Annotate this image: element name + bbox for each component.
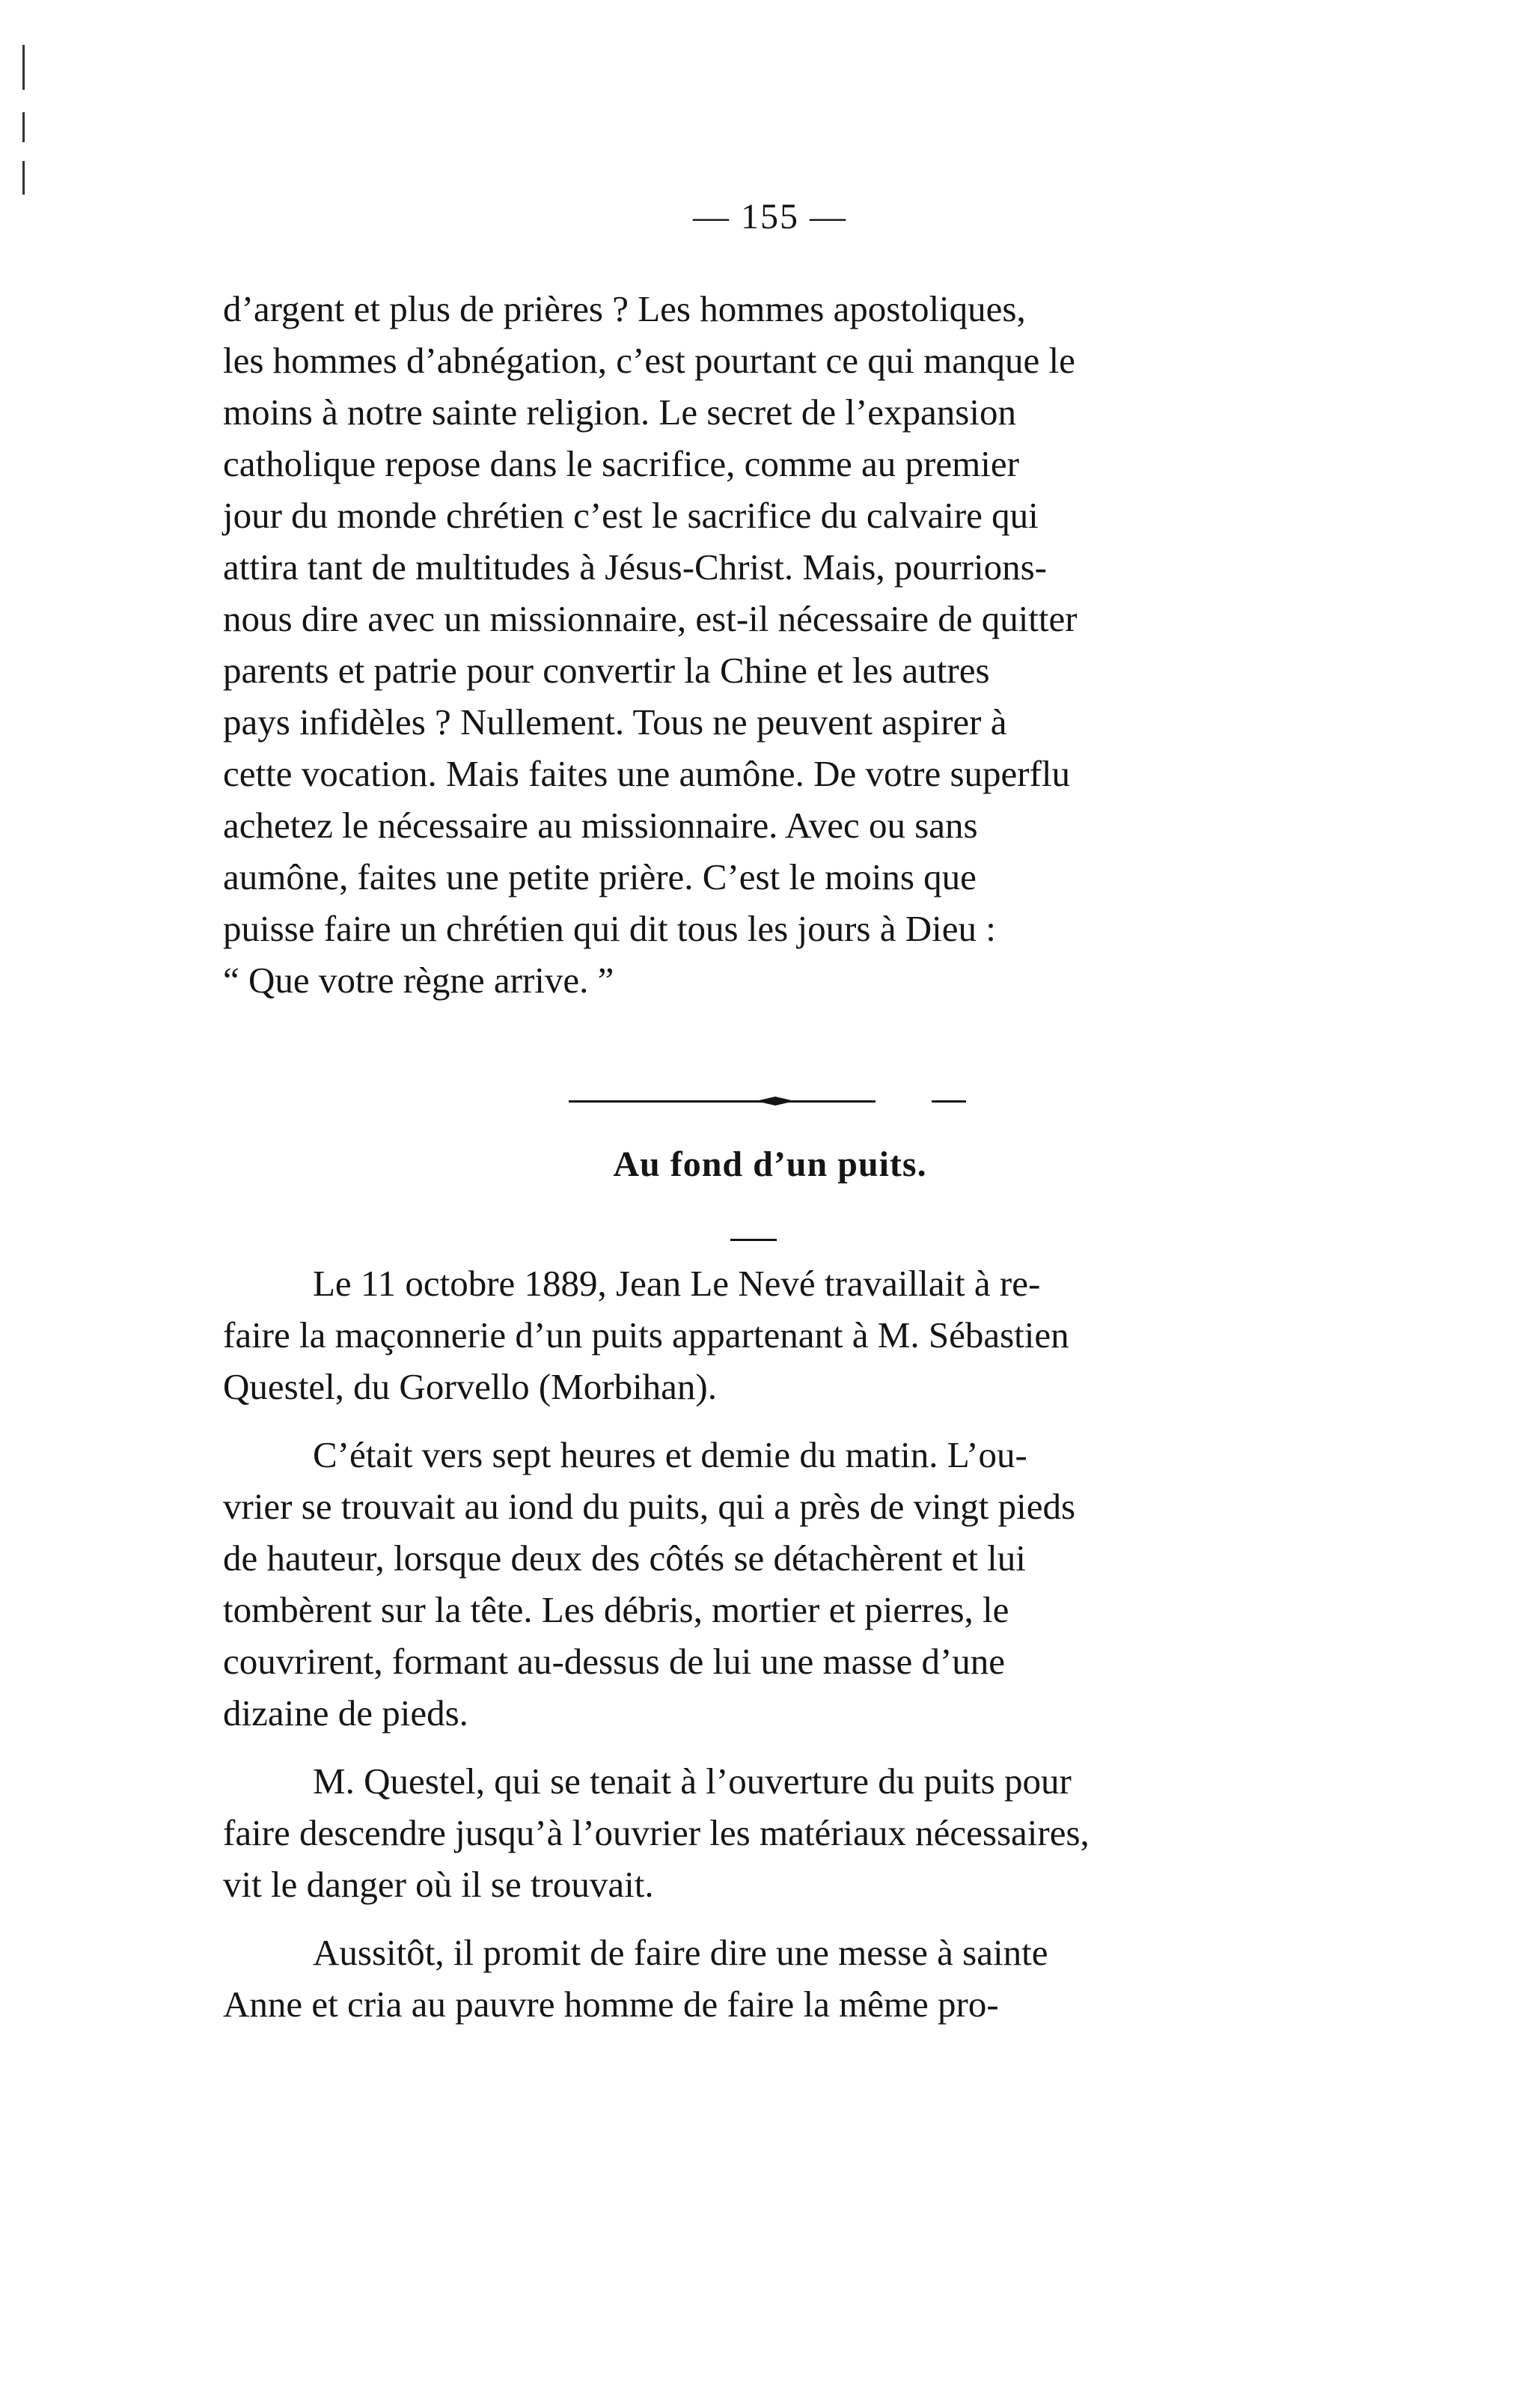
- ornament-diamond-icon: [756, 1097, 795, 1106]
- text-line: de hauteur, lorsque deux des côtés se détachèrent et lui: [223, 1537, 1026, 1579]
- paragraph: [223, 1755, 1304, 1910]
- ornament-rule-short: [932, 1100, 966, 1103]
- top-paragraph: [223, 283, 1304, 1006]
- text-line: moins à notre sainte religion. Le secret de l’expansion: [223, 391, 1016, 433]
- text-line: tombèrent sur la tête. Les débris, mortier et pierres, le: [223, 1589, 1009, 1630]
- paragraph: [223, 1257, 1304, 1412]
- text-line: les hommes d’abnégation, c’est pourtant ce qui manque le: [223, 340, 1075, 381]
- paragraph: [223, 1927, 1304, 2030]
- text-line: Questel, du Gorvello (Morbihan).: [223, 1366, 717, 1407]
- text-line: dizaine de pieds.: [223, 1692, 468, 1734]
- section-title: Au fond d’un puits.: [613, 1144, 927, 1184]
- text-line: parents et patrie pour convertir la Chine et les autres: [223, 650, 990, 691]
- text-line: catholique repose dans le sacrifice, comme au premier: [223, 443, 1019, 484]
- text-line: jour du monde chrétien c’est le sacrifice du calvaire qui: [223, 495, 1039, 536]
- title-rule: [730, 1239, 777, 1241]
- text-line: vrier se trouvait au iond du puits, qui a près de vingt pieds: [223, 1486, 1076, 1527]
- text-line: cette vocation. Mais faites une aumône. De votre superflu: [223, 753, 1071, 794]
- text-line: C’était vers sept heures et demie du matin. L’ou-: [313, 1434, 1027, 1475]
- text-line: faire descendre jusqu’à l’ouvrier les matériaux nécessaires,: [223, 1812, 1090, 1853]
- text-line: faire la maçonnerie d’un puits appartenant à M. Sébastien: [223, 1314, 1069, 1356]
- text-line: aumône, faites une petite prière. C’est le moins que: [223, 856, 977, 897]
- text-line: puisse faire un chrétien qui dit tous les jours à Dieu :: [223, 908, 996, 949]
- text-line: achetez le nécessaire au missionnaire. Avec ou sans: [223, 805, 978, 846]
- text-line: nous dire avec un missionnaire, est-il nécessaire de quitter: [223, 598, 1078, 639]
- text-line: attira tant de multitudes à Jésus-Christ. Mais, pourrions-: [223, 546, 1047, 588]
- text-line: Anne et cria au pauvre homme de faire la même pro-: [223, 1984, 999, 2025]
- ornament-rule-long: [569, 1100, 876, 1103]
- text-line: vit le danger où il se trouvait.: [223, 1864, 654, 1905]
- text-line: “ Que votre règne arrive. ”: [223, 960, 614, 1001]
- paragraph: [223, 1429, 1304, 1739]
- page-number: — 155 —: [693, 197, 847, 237]
- text-line: Le 11 octobre 1889, Jean Le Nevé travaillait à re-: [313, 1263, 1041, 1304]
- text-line: d’argent et plus de prières ? Les hommes apostoliques,: [223, 288, 1026, 329]
- article-body: [223, 1257, 1304, 2030]
- text-line: M. Questel, qui se tenait à l’ouverture du puits pour: [313, 1760, 1072, 1802]
- section-ornament: [0, 1094, 1540, 1109]
- text-line: Aussitôt, il promit de faire dire une messe à sainte: [313, 1932, 1048, 1973]
- margin-scan-marks: [15, 30, 37, 202]
- text-line: couvrirent, formant au-dessus de lui une masse d’une: [223, 1641, 1006, 1682]
- text-line: pays infidèles ? Nullement. Tous ne peuvent aspirer à: [223, 701, 1007, 743]
